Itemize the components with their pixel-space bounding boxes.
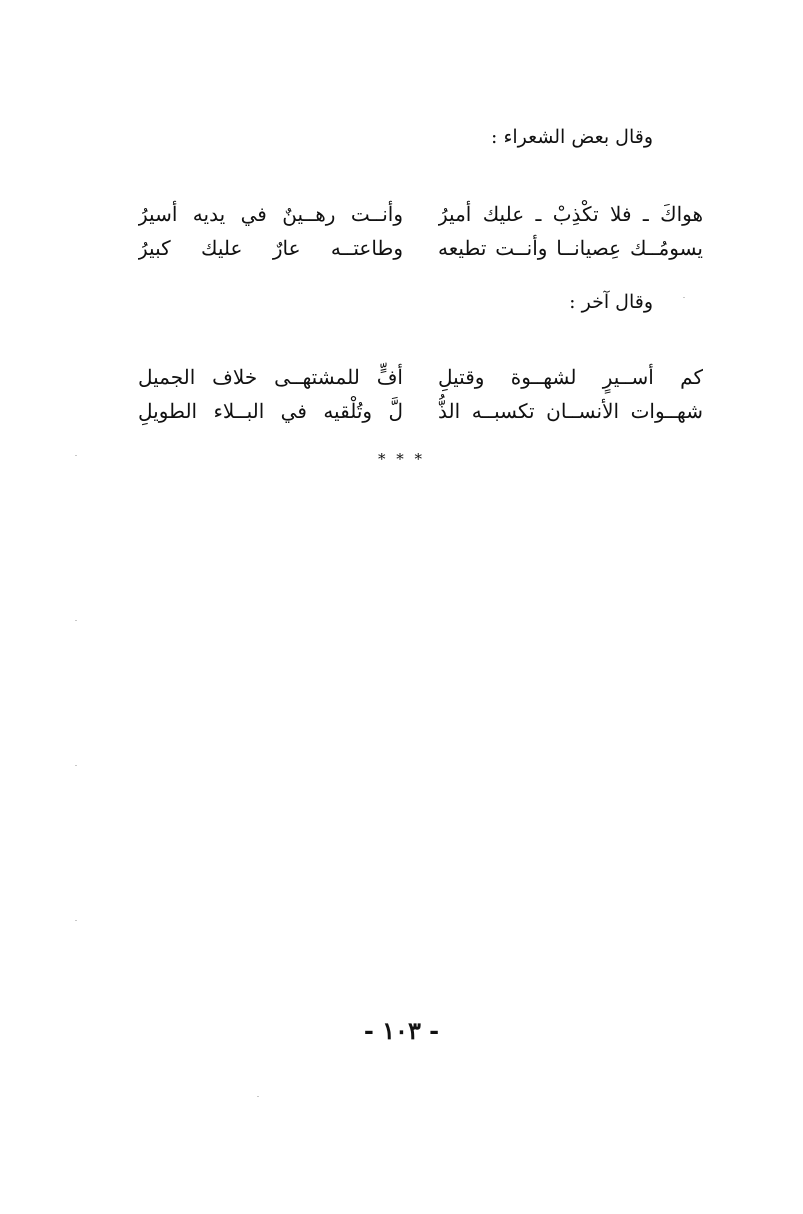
scan-speck [75, 620, 77, 621]
scan-speck [683, 297, 685, 298]
verse-line [138, 360, 703, 394]
verse-line [138, 394, 703, 428]
poem-block-2 [138, 360, 703, 428]
scan-speck [75, 920, 77, 921]
verse-line [138, 197, 703, 231]
page-number: - ١٠٣ - [363, 1016, 440, 1045]
verse-first-hemistich: كم أســيرٍ لشهــوة وقتيلِ [438, 365, 703, 389]
intro-line-1: وقال بعض الشعراء : [491, 126, 653, 148]
verse-line [138, 231, 703, 265]
verse-first-hemistich: هواكَ ـ فلا تكْذِبْ ـ عليك أميرُ [438, 202, 703, 226]
verse-second-hemistich: وأنــت رهــينٌ في يديه أسيرُ [138, 202, 403, 226]
scan-speck [75, 455, 77, 456]
verse-second-hemistich: وطاعتــه عارٌ عليك كبيرُ [138, 236, 403, 260]
verse-first-hemistich: شهــوات الأنســان تكسبــه الذُّ [438, 399, 703, 423]
scan-speck [257, 1096, 259, 1097]
verse-second-hemistich: لَّ وتُلْقيه في البــلاء الطويلِ [138, 399, 403, 423]
section-separator: * * * [377, 450, 426, 468]
poem-block-1 [138, 197, 703, 265]
verse-second-hemistich: أفٍّ للمشتهــى خلاف الجميل [138, 365, 403, 389]
scan-speck [75, 765, 77, 766]
verse-first-hemistich: يسومُــك عِصيانــا وأنــت تطيعه [438, 236, 703, 260]
intro-line-2: وقال آخر : [569, 291, 653, 313]
